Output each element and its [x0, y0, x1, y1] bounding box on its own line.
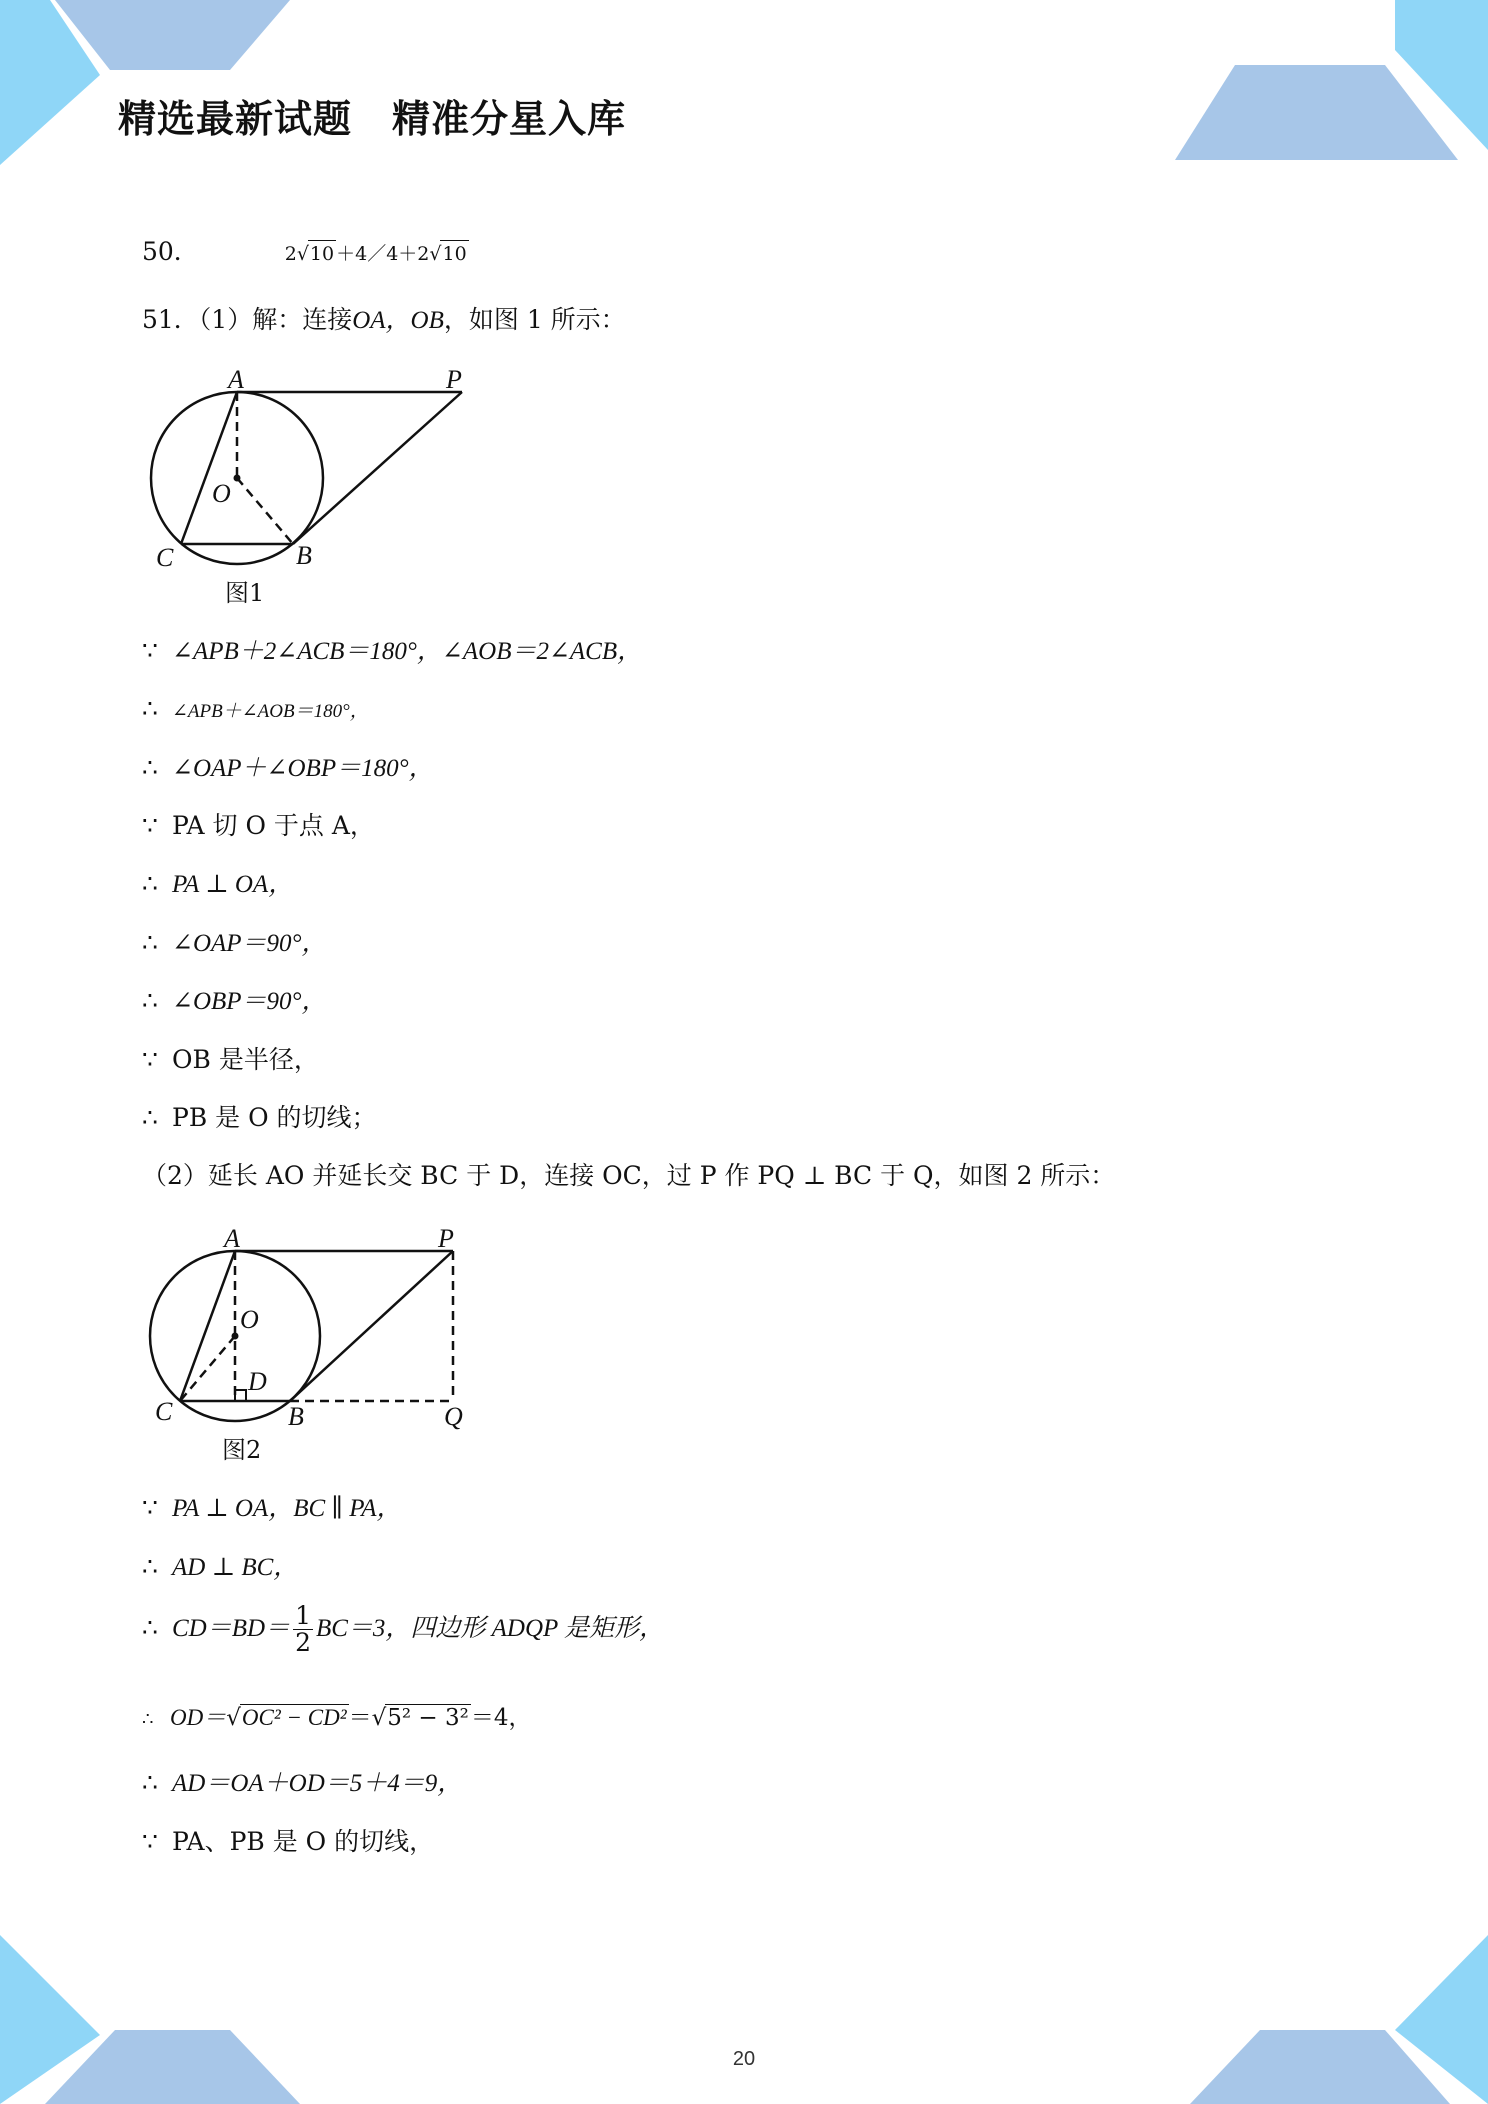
- fig1-line-ac: [181, 392, 237, 544]
- step2-text-a: CD＝BD＝: [172, 1615, 291, 1642]
- q50-line: 50． 2√10 ＋4／4＋2√10: [142, 237, 467, 266]
- step1-text: OB 是半径，: [172, 1045, 319, 1074]
- because-symbol: ∵: [142, 811, 158, 840]
- step1-line-7: [142, 983, 327, 1020]
- figure-1: [140, 360, 500, 610]
- q51-intro-oa: OA，: [352, 307, 411, 334]
- step1-line-1: [142, 633, 642, 670]
- header-title-part2: 精准分星入库: [392, 97, 627, 141]
- fraction-half: [293, 1603, 313, 1656]
- step1-line-5: [142, 866, 293, 903]
- therefore-symbol: ∴: [142, 928, 158, 957]
- because-symbol: ∵: [142, 636, 158, 665]
- q51-intro-end: ，如图 1 所示：: [443, 305, 626, 334]
- step2-radicand-1: OC² − CD²: [241, 1705, 347, 1730]
- step1-text: ∠OBP＝90°，: [172, 988, 327, 1015]
- because-symbol: ∵: [142, 1493, 158, 1522]
- step1-text: PA ⊥ OA，: [172, 871, 294, 898]
- step2-text-b: BC＝3，四边形 ADQP 是矩形，: [315, 1615, 665, 1642]
- fig2-line-ac: [180, 1251, 235, 1401]
- q51-intro-ob: OB: [410, 307, 444, 334]
- q50-expr-mid: ＋4／4＋2: [336, 243, 430, 265]
- q51-part2-intro: [142, 1158, 1115, 1194]
- therefore-symbol: ∴: [142, 869, 158, 898]
- fig2-label-b: B: [288, 1402, 304, 1431]
- therefore-symbol: ∴: [142, 753, 158, 782]
- step1-text: ∠APB＋∠AOB＝180°，: [172, 701, 369, 722]
- q51-intro-text: 51．（1）解：连接: [142, 305, 353, 334]
- fig2-label-c: C: [155, 1397, 173, 1426]
- q50-expr-coef: 2: [284, 243, 297, 265]
- q50-number: 50．: [142, 237, 199, 266]
- fig1-center: [234, 475, 241, 482]
- step2-line-2: [142, 1549, 298, 1586]
- step2-result: ＝4，: [470, 1705, 532, 1731]
- q50-expr-radicand2: 10: [440, 240, 468, 267]
- step2-equals: ＝: [348, 1705, 372, 1731]
- fig1-label-b: B: [296, 541, 312, 570]
- therefore-symbol: ∴: [142, 1613, 158, 1642]
- step1-text: ∠APB＋2∠ACB＝180°，∠AOB＝2∠ACB，: [172, 638, 643, 665]
- therefore-symbol: ∴: [142, 1552, 158, 1581]
- fig1-label-o: O: [212, 479, 231, 508]
- therefore-symbol: ∴: [142, 1768, 158, 1797]
- fig1-caption: 图1: [225, 579, 265, 607]
- step1-line-9: [142, 1100, 377, 1136]
- fig2-label-o: O: [240, 1305, 259, 1334]
- therefore-symbol: ∴: [142, 986, 158, 1015]
- fig1-label-p: P: [446, 365, 462, 394]
- step1-text: PA 切 O 于点 A，: [172, 811, 375, 840]
- because-symbol: ∵: [142, 1827, 158, 1856]
- fraction-numerator: 1: [295, 1601, 311, 1630]
- fig2-line-pb: [290, 1251, 453, 1401]
- step2-text: AD ⊥ BC，: [172, 1554, 299, 1581]
- step1-line-4: [142, 808, 375, 844]
- fig1-line-ob: [237, 478, 293, 544]
- fig2-right-angle: [235, 1390, 246, 1401]
- q51-intro: [142, 302, 626, 339]
- step1-text: PB 是 O 的切线；: [172, 1103, 377, 1132]
- step1-line-6: [142, 925, 327, 962]
- step2-text-od: OD＝: [170, 1705, 227, 1730]
- fig2-label-d: D: [248, 1367, 267, 1396]
- therefore-symbol: ∴: [142, 694, 158, 723]
- fig2-label-q: Q: [444, 1402, 463, 1431]
- fig2-label-a: A: [224, 1224, 240, 1253]
- header-title-part1: 精选最新试题: [118, 97, 353, 141]
- because-symbol: ∵: [142, 1045, 158, 1074]
- q51-part2-text: （2）延长 AO 并延长交 BC 于 D，连接 OC，过 P 作 PQ ⊥ BC 于 Q，如图 2 所示：: [142, 1161, 1116, 1190]
- step2-line-6: [142, 1824, 434, 1860]
- fraction-denominator: 2: [295, 1628, 311, 1657]
- therefore-symbol: ∴: [142, 1103, 158, 1132]
- step2-line-3: [142, 1598, 664, 1659]
- fig1-label-a: A: [228, 365, 244, 394]
- step2-text: AD＝OA＋OD＝5＋4＝9，: [172, 1770, 463, 1797]
- therefore-symbol: ∴: [142, 1709, 154, 1730]
- fig1-line-pb: [293, 392, 462, 544]
- step1-line-3: [142, 750, 434, 787]
- step2-text: PA ⊥ OA，BC ∥ PA，: [172, 1495, 402, 1522]
- figure-2: [140, 1218, 500, 1468]
- step2-text: PA、PB 是 O 的切线，: [172, 1827, 435, 1856]
- step1-text: ∠OAP＝90°，: [172, 930, 327, 957]
- step2-radicand-2: 5² − 3²: [387, 1705, 469, 1731]
- q50-expr-radicand: 10: [308, 240, 336, 267]
- fig2-label-p: P: [438, 1224, 454, 1253]
- step1-line-2: [142, 691, 369, 730]
- fig1-label-c: C: [156, 543, 174, 572]
- step1-text: ∠OAP＋∠OBP＝180°，: [172, 755, 434, 782]
- fig2-line-oc: [180, 1336, 235, 1401]
- step2-line-1: [142, 1490, 402, 1527]
- step2-line-4: ∴ OD＝√OC² − CD²＝√5² − 3²＝4，: [142, 1700, 532, 1738]
- step2-line-5: [142, 1765, 462, 1802]
- fig2-center: [232, 1333, 239, 1340]
- step1-line-8: [142, 1042, 319, 1078]
- fig2-caption: 图2: [222, 1436, 262, 1464]
- header-title: [118, 88, 626, 143]
- page-number: 20: [732, 2048, 756, 2070]
